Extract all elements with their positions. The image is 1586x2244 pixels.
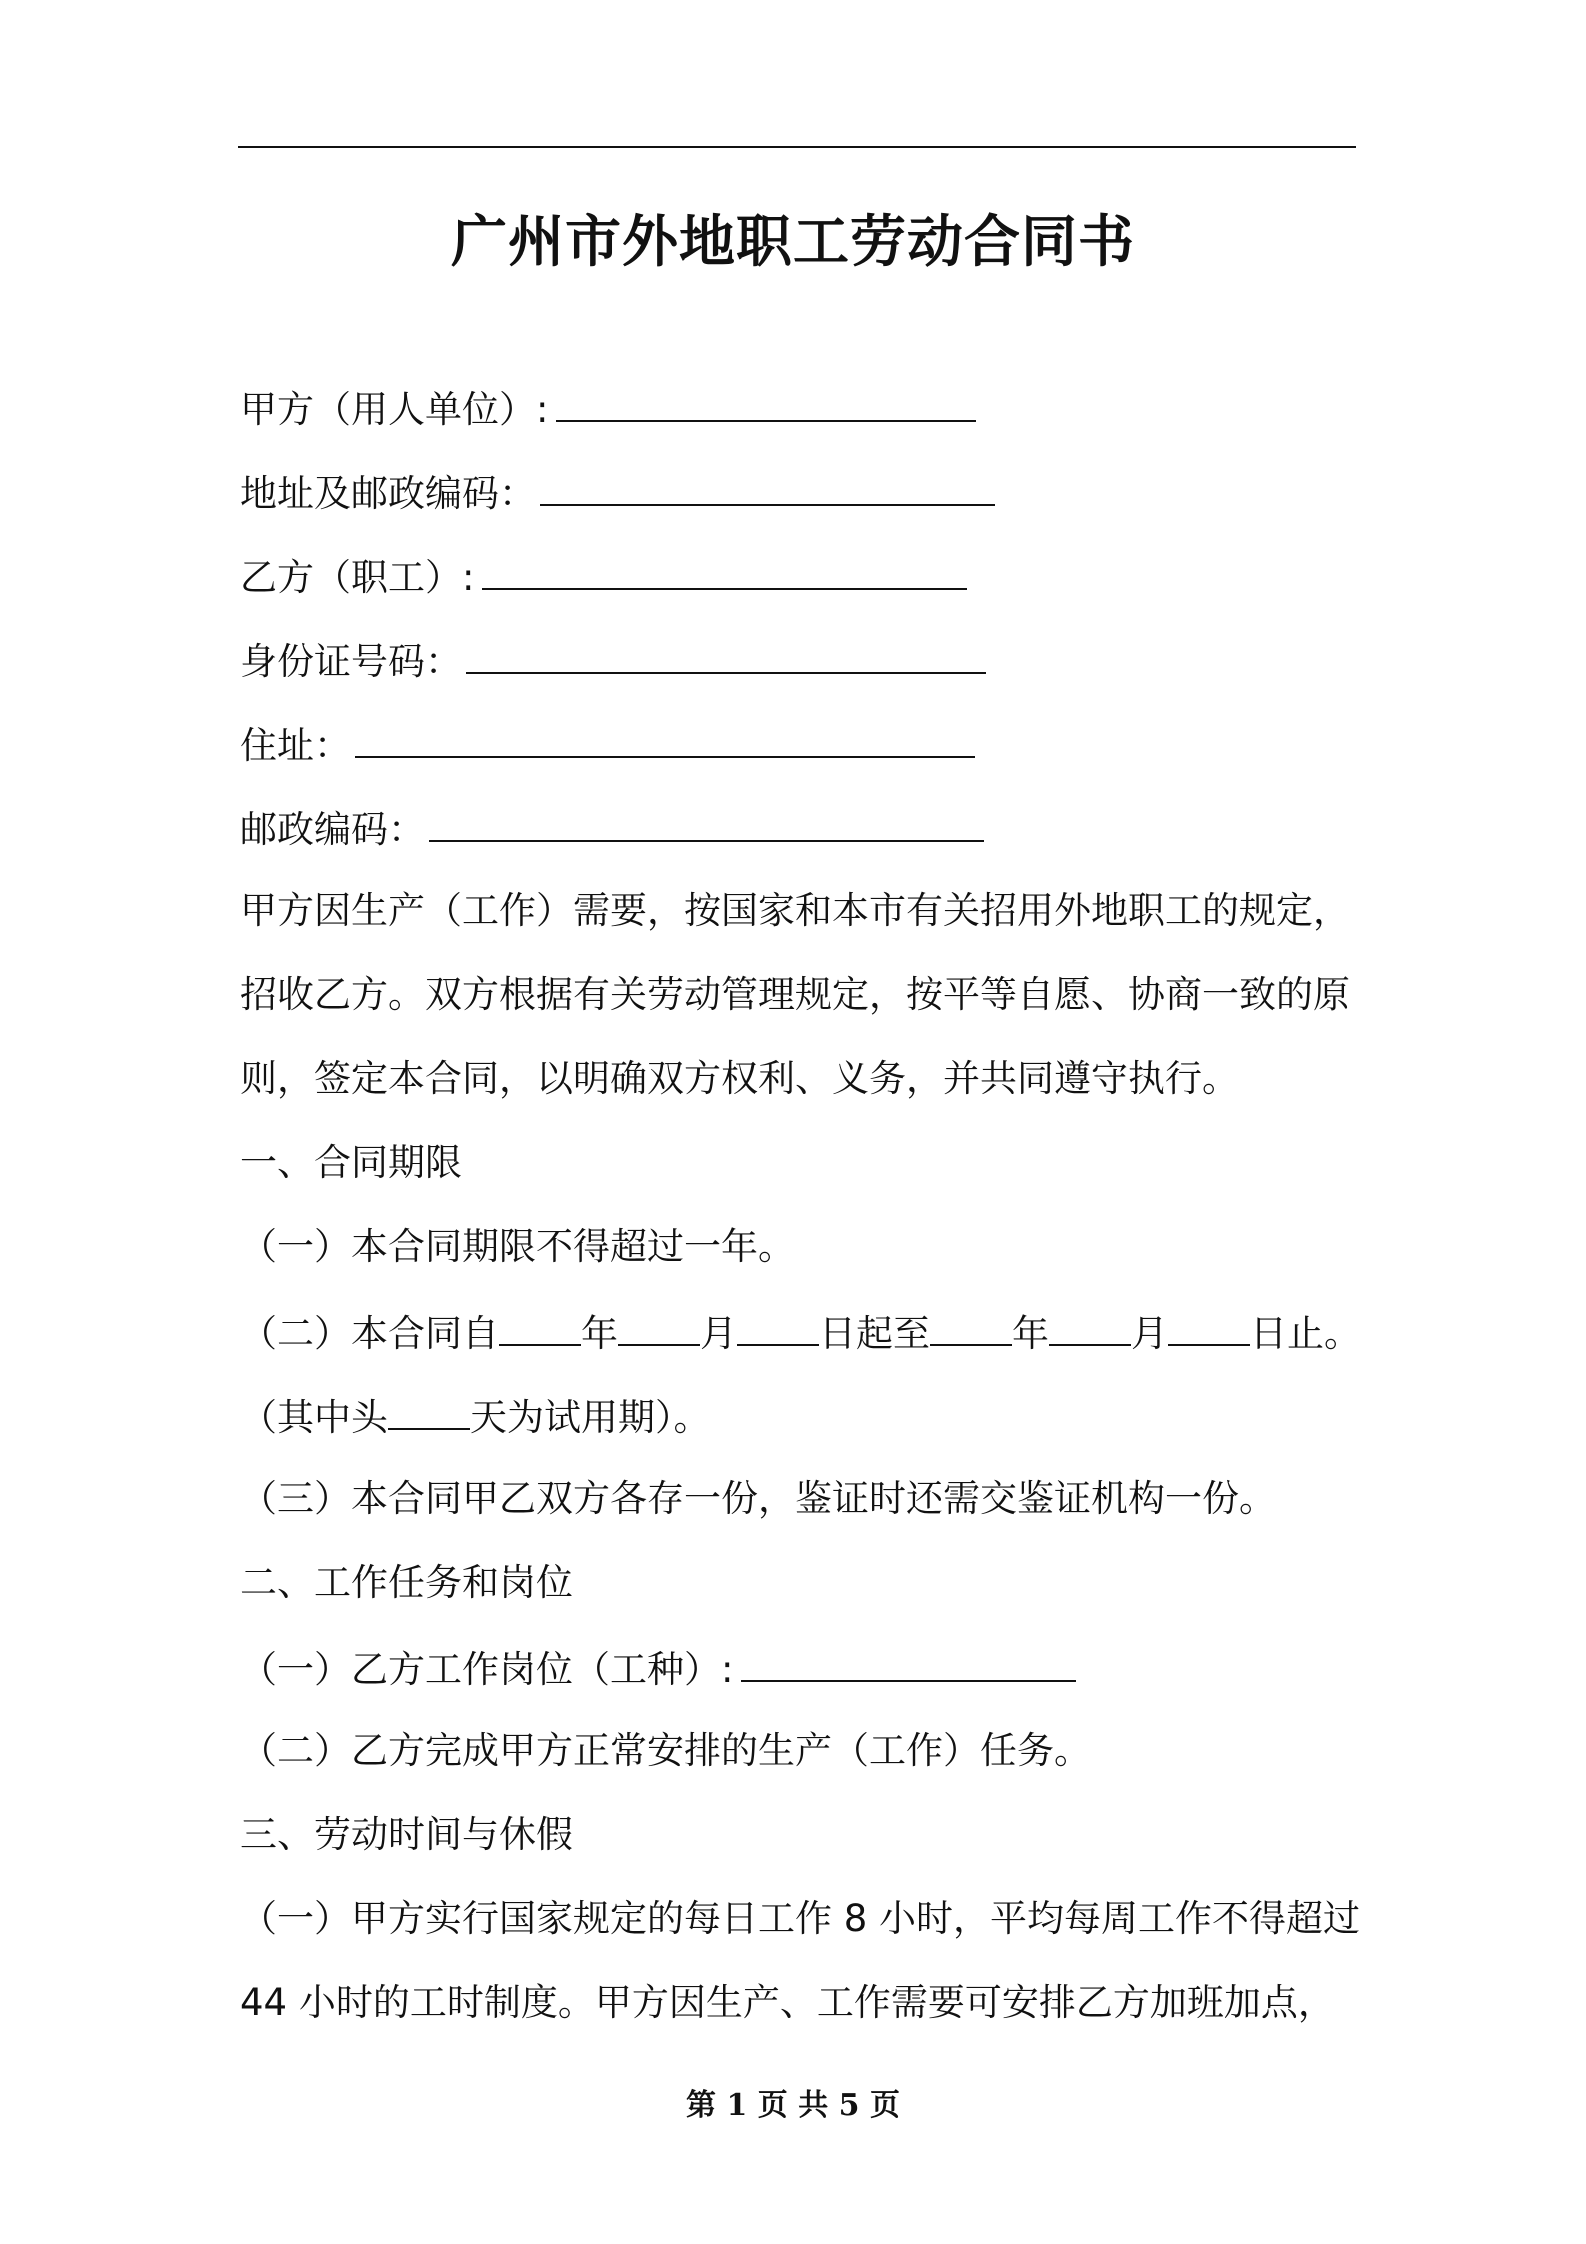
postcode-blank[interactable] [429, 802, 984, 842]
section-3-item-1-line-2: 44 小时的工时制度。甲方因生产、工作需要可安排乙方加班加点， [240, 1981, 1335, 2024]
header-rule [238, 146, 1356, 148]
id-number-blank[interactable] [466, 634, 986, 674]
section-2-item-1 [240, 1642, 1076, 1695]
residence-blank[interactable] [355, 718, 975, 758]
contract-start-prefix: （二）本合同自 [240, 1312, 499, 1355]
field-address-postcode-label: 地址及邮政编码： [240, 472, 536, 515]
start-year-label: 年 [581, 1312, 618, 1355]
end-day-blank[interactable] [1168, 1306, 1250, 1346]
preamble-line-2: 招收乙方。双方根据有关劳动管理规定，按平等自愿、协商一致的原 [240, 973, 1350, 1016]
section-2-heading: 二、工作任务和岗位 [240, 1561, 573, 1604]
address-postcode-blank[interactable] [540, 466, 995, 506]
field-residence [240, 718, 975, 771]
end-day-label: 日止。 [1250, 1312, 1361, 1355]
preamble-line-1: 甲方因生产（工作）需要，按国家和本市有关招用外地职工的规定， [240, 889, 1350, 932]
end-year-blank[interactable] [930, 1306, 1012, 1346]
field-party-b [240, 550, 967, 603]
start-month-blank[interactable] [618, 1306, 700, 1346]
section-1-item-3: （三）本合同甲乙双方各存一份，鉴证时还需交鉴证机构一份。 [240, 1477, 1276, 1520]
end-month-label: 月 [1131, 1312, 1168, 1355]
field-address-postcode [240, 466, 995, 519]
party-b-blank[interactable] [482, 550, 967, 590]
preamble-line-3: 则，签定本合同，以明确双方权利、义务，并共同遵守执行。 [240, 1057, 1239, 1100]
probation-prefix: （其中头 [240, 1396, 388, 1439]
field-party-b-label: 乙方（职工）: [240, 556, 475, 599]
start-month-label: 月 [700, 1312, 737, 1355]
field-postcode-label: 邮政编码： [240, 808, 425, 851]
job-position-blank[interactable] [741, 1642, 1076, 1682]
probation-line [240, 1390, 711, 1443]
job-position-label: （一）乙方工作岗位（工种）: [240, 1648, 734, 1691]
party-a-blank[interactable] [556, 382, 976, 422]
probation-days-blank[interactable] [388, 1390, 470, 1430]
section-3-item-1-line-1: （一）甲方实行国家规定的每日工作 8 小时，平均每周工作不得超过 [240, 1897, 1361, 1940]
start-year-blank[interactable] [499, 1306, 581, 1346]
field-id-number [240, 634, 986, 687]
section-1-item-2 [240, 1306, 1361, 1359]
section-1-heading: 一、合同期限 [240, 1141, 462, 1184]
start-day-blank[interactable] [737, 1306, 819, 1346]
section-1-item-1: （一）本合同期限不得超过一年。 [240, 1225, 795, 1268]
field-party-a [240, 382, 976, 435]
probation-suffix: 天为试用期）。 [470, 1396, 711, 1439]
field-party-a-label: 甲方（用人单位）: [240, 388, 549, 431]
field-postcode [240, 802, 984, 855]
end-month-blank[interactable] [1049, 1306, 1131, 1346]
section-3-heading: 三、劳动时间与休假 [240, 1813, 573, 1856]
section-2-item-2: （二）乙方完成甲方正常安排的生产（工作）任务。 [240, 1729, 1091, 1772]
start-day-label: 日起至 [819, 1312, 930, 1355]
document-title: 广州市外地职工劳动合同书 [451, 210, 1135, 275]
page-number: 第 1 页 共 5 页 [686, 2088, 900, 2123]
field-id-number-label: 身份证号码： [240, 640, 462, 683]
field-residence-label: 住址： [240, 724, 351, 767]
end-year-label: 年 [1012, 1312, 1049, 1355]
